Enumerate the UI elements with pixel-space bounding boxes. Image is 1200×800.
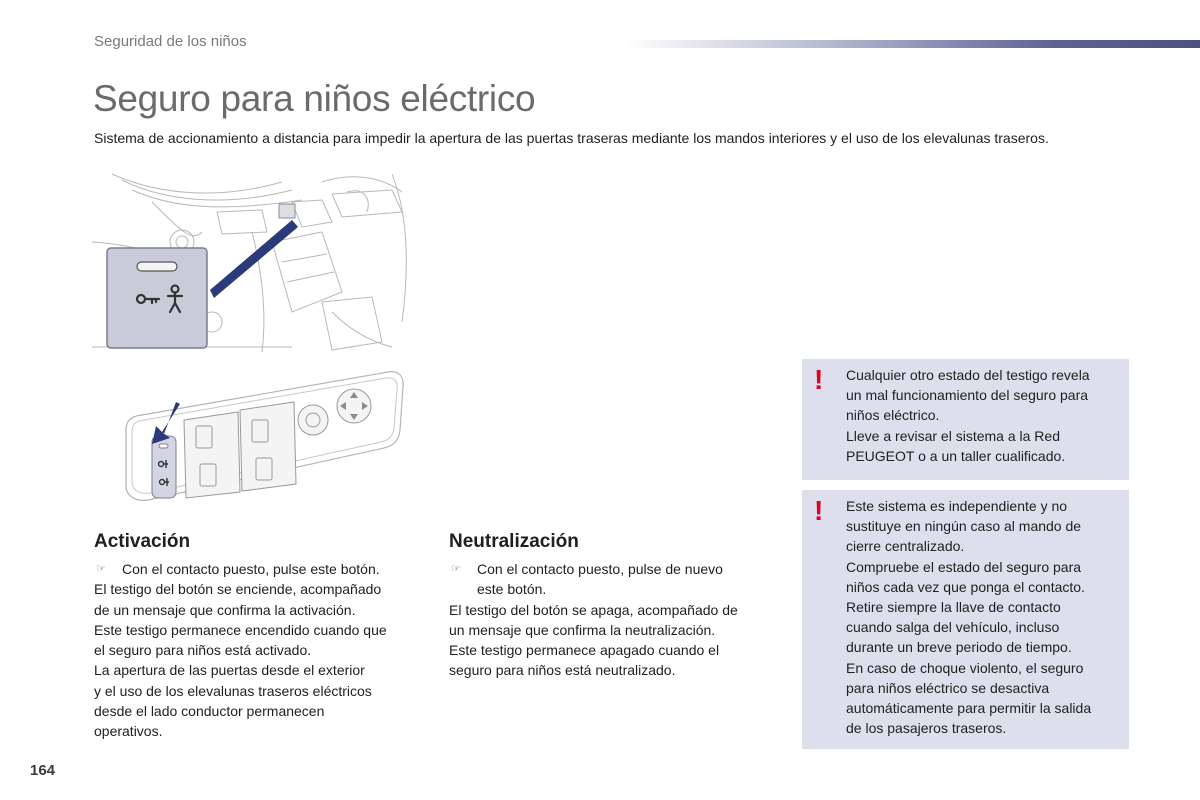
warning-line: cierre centralizado. xyxy=(846,538,965,555)
warning-line: Cualquier otro estado del testigo revela xyxy=(846,367,1090,383)
page-number: 164 xyxy=(30,762,56,779)
warning-line: niños cada vez que ponga el contacto. xyxy=(846,578,1085,595)
warning-line: automáticamente para permitir la salida xyxy=(846,700,1092,717)
activation-line: Este testigo permanece encendido cuando que xyxy=(94,621,387,638)
activation-bullet-text: Con el contacto puesto, pulse este botón. xyxy=(122,561,380,577)
page-title: Seguro para niños eléctrico xyxy=(93,78,536,119)
warning-line: PEUGEOT o a un taller cualificado. xyxy=(846,447,1066,464)
warning-line: sustituye en ningún caso al mando de xyxy=(846,518,1082,535)
warning-line: En caso de choque violento, el seguro xyxy=(846,659,1084,676)
intro-text: Sistema de accionamiento a distancia para impedir la apertura de las puertas traseras mediante los mandos interiores y el uso de los elevalunas traseros. xyxy=(94,130,1049,146)
activation-heading: Activación xyxy=(94,531,191,552)
activation-line: La apertura de las puertas desde el exterior xyxy=(94,662,365,679)
dashboard-illustration xyxy=(92,172,412,354)
neutralization-text xyxy=(449,559,779,681)
warning-box-independent-system xyxy=(802,490,1129,749)
warning-line: un mal funcionamiento del seguro para xyxy=(846,387,1089,404)
activation-text xyxy=(94,559,434,742)
neutralization-line: Este testigo permanece apagado cuando el xyxy=(449,642,720,659)
neutralization-line: El testigo del botón se apaga, acompañado de xyxy=(449,601,738,618)
warning-line: durante un breve periodo de tiempo. xyxy=(846,639,1072,656)
warning-line: de los pasajeros traseros. xyxy=(846,720,1007,737)
pointing-hand-icon: ☞ xyxy=(451,563,461,575)
warning-line: para niños eléctrico se desactiva xyxy=(846,679,1050,696)
neutralization-bullet-text: Con el contacto puesto, pulse de nuevo xyxy=(477,561,723,577)
neutralization-bullet xyxy=(449,559,779,579)
warning-line: Retire siempre la llave de contacto xyxy=(846,599,1061,616)
activation-line: El testigo del botón se enciende, acompañado xyxy=(94,581,382,598)
neutralization-heading: Neutralización xyxy=(449,531,579,552)
activation-bullet xyxy=(94,559,434,579)
warning-line: niños eléctrico. xyxy=(846,407,940,424)
activation-line: y el uso de los elevalunas traseros eléctricos xyxy=(94,682,372,699)
section-label: Seguridad de los niños xyxy=(94,33,247,50)
warning-line: cuando salga del vehículo, incluso xyxy=(846,619,1060,636)
warning-box-malfunction xyxy=(802,359,1129,480)
warning-line: Compruebe el estado del seguro para xyxy=(846,558,1082,575)
warning-line: Lleve a revisar el sistema a la Red xyxy=(846,427,1060,444)
header-accent-bar xyxy=(625,40,1200,48)
neutralization-bullet-continuation: este botón. xyxy=(477,581,547,598)
activation-line: operativos. xyxy=(94,723,163,740)
warning-icon: ! xyxy=(814,364,824,395)
neutralization-line: un mensaje que confirma la neutralización. xyxy=(449,621,716,638)
neutralization-line: seguro para niños está neutralizado. xyxy=(449,662,676,679)
pointing-hand-icon: ☞ xyxy=(96,563,106,575)
warning-line: Este sistema es independiente y no xyxy=(846,498,1068,514)
door-panel-illustration xyxy=(118,360,408,510)
activation-line: el seguro para niños está activado. xyxy=(94,642,312,659)
activation-line: desde el lado conductor permanecen xyxy=(94,703,325,720)
activation-line: de un mensaje que confirma la activación. xyxy=(94,601,356,618)
warning-icon: ! xyxy=(814,495,824,526)
